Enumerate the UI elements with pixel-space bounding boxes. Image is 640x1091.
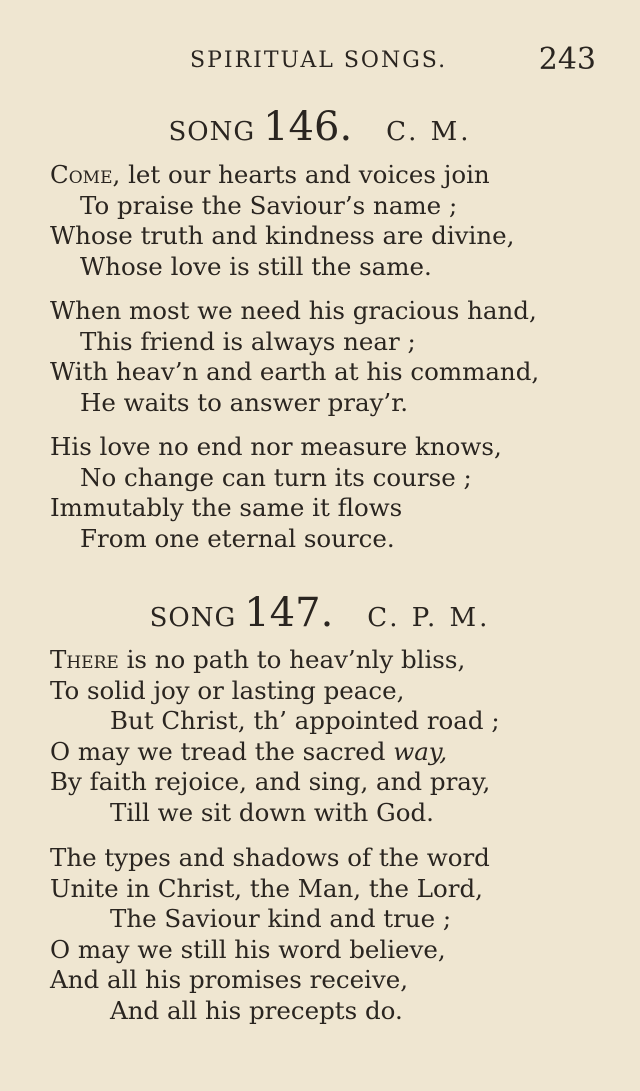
verse-line: Whose truth and kindness are divine, [50,221,515,250]
verse-line: And all his precepts do. [110,995,403,1025]
verse-line: To praise the Saviour’s name ; [80,190,458,220]
verse-line: With heav’n and earth at his command, [50,357,540,386]
song-heading [0,590,640,636]
verse-line: To solid joy or lasting peace, [50,675,405,705]
stanza [50,160,514,282]
running-title: SPIRITUAL SONGS. [190,48,448,73]
verse-line: Till we sit down with God. [110,797,434,827]
stanza [50,843,490,1026]
verse-line: And all his promises receive, [50,965,409,994]
song-number: 146. [263,104,353,150]
verse-line: This friend is always near ; [80,326,416,356]
page-number: 243 [538,42,596,77]
song-heading [0,104,640,150]
song-number: 147. [244,590,334,636]
song-meter: C. P. M. [367,603,491,633]
verse-line: When most we need his gracious hand, [50,296,537,325]
verse-line: O may we still his word believe, [50,934,446,964]
verse-line: Whose love is still the same. [80,251,432,281]
verse-line: The types and shadows of the word [50,843,490,872]
stanza [50,645,500,828]
verse-line: Unite in Christ, the Man, the Lord, [50,873,483,903]
verse-line: Immutably the same it flows [50,493,403,522]
verse-line: The Saviour kind and true ; [110,904,452,933]
verse-line: Come, let our hearts and voices join [50,160,490,189]
verse-line: He waits to answer pray’r. [80,387,409,417]
verse-line: O may we tread the sacred way, [50,736,448,766]
song-meter: C. M. [386,117,472,147]
stanza [50,296,539,418]
italic-word: way, [393,736,448,766]
verse-line: There is no path to heav’nly bliss, [50,645,466,674]
verse-line: From one eternal source. [80,523,395,553]
opening-word: Come, [50,160,121,189]
verse-line: But Christ, th’ appointed road ; [110,706,500,735]
verse-line: By faith rejoice, and sing, and pray, [50,767,491,796]
song-label: SONG [168,117,256,147]
opening-word: There [50,645,119,674]
song-label: SONG [149,603,237,633]
stanza [50,432,502,554]
verse-line: No change can turn its course ; [80,462,472,492]
verse-line: His love no end nor measure knows, [50,432,502,461]
